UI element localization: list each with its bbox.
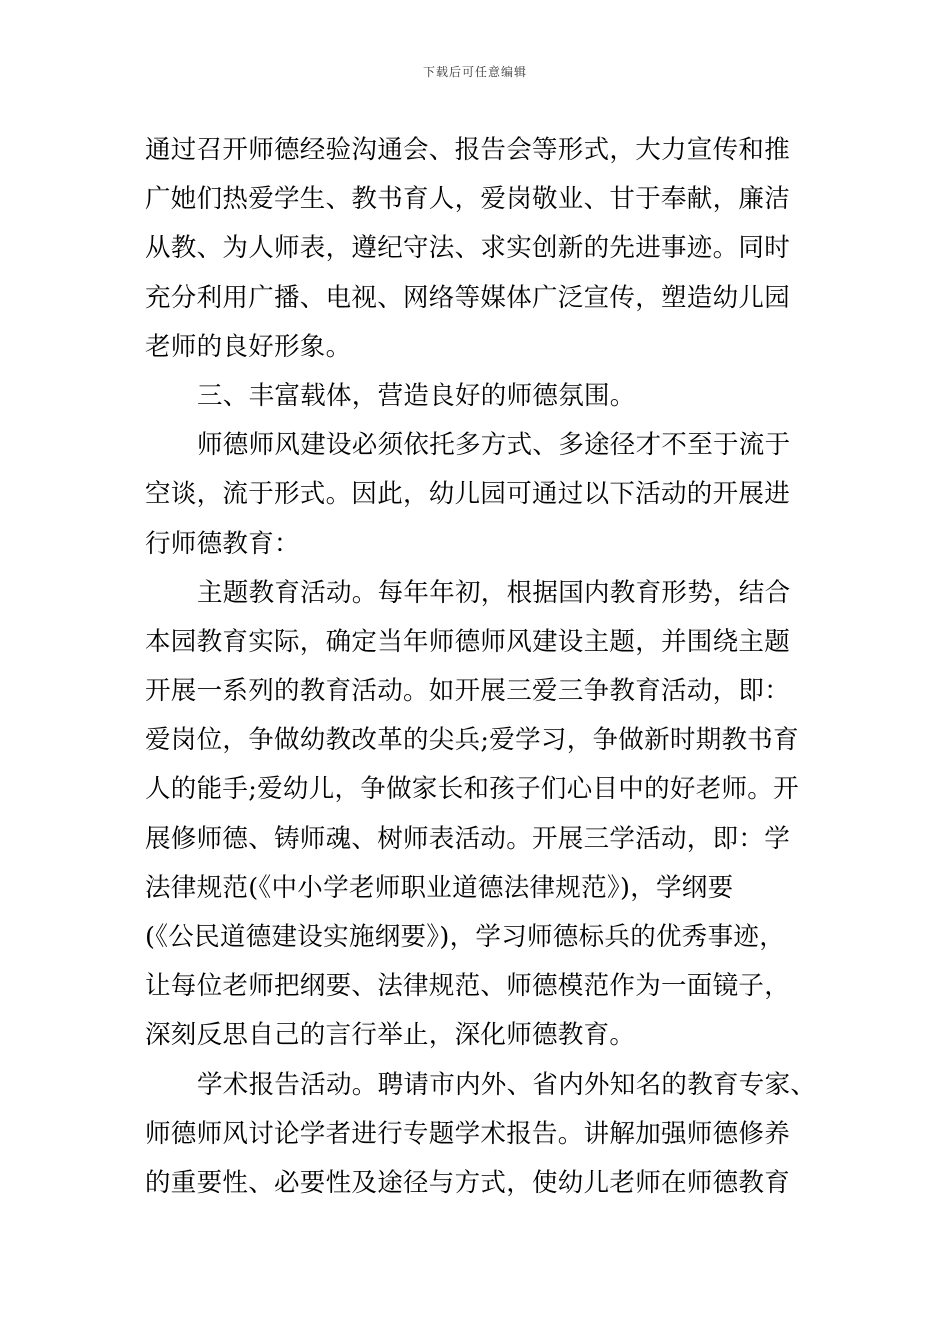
text-line: 师德师风建设必须依托多方式、多途径才不至于流于: [197, 430, 791, 461]
text-line: 爱岗位，争做幼教改革的尖兵;爱学习，争做新时期教书育: [145, 725, 799, 756]
text-line: 法律规范(《中小学老师职业道德法律规范》)，学纲要: [145, 872, 734, 903]
page-header: 下载后可任意编辑: [422, 65, 527, 79]
section-heading: [145, 372, 815, 421]
text-line: 本园教育实际，确定当年师德师风建设主题，并围绕主题: [145, 626, 791, 657]
text-line: 三、丰富载体，营造良好的师德氛围。: [197, 380, 636, 411]
text-line: 空谈，流于形式。因此，幼儿园可通过以下活动的开展进: [145, 479, 791, 510]
text-line: 深刻反思自己的言行举止，深化师德教育。: [145, 1020, 636, 1051]
text-line: 师德师风讨论学者进行专题学术报告。讲解加强师德修养: [145, 1118, 791, 1149]
text-line: 开展一系列的教育活动。如开展三爱三争教育活动，即：: [145, 676, 791, 707]
body-text: [145, 126, 815, 1208]
text-line: 人的能手;爱幼儿，争做家长和孩子们心目中的好老师。开: [145, 774, 799, 805]
text-line: 老师的良好形象。: [145, 331, 352, 362]
text-line: 通过召开师德经验沟通会、报告会等形式，大力宣传和推: [145, 135, 791, 165]
paragraph: [145, 1061, 815, 1209]
text-line: 充分利用广播、电视、网络等媒体广泛宣传，塑造幼儿园: [145, 282, 791, 313]
paragraph: [145, 126, 815, 372]
text-line: 让每位老师把纲要、法律规范、师德模范作为一面镜子，: [145, 971, 791, 1002]
paragraph: [145, 569, 815, 1061]
text-line: 广她们热爱学生、教书育人，爱岗敬业、甘于奉献，廉洁: [145, 184, 791, 215]
text-line: 主题教育活动。每年年初，根据国内教育形势，结合: [197, 577, 791, 608]
text-line: 从教、为人师表，遵纪守法、求实创新的先进事迹。同时: [145, 233, 791, 264]
text-line: (《公民道德建设实施纲要》)，学习师德标兵的优秀事迹，: [145, 922, 785, 952]
text-line: 学术报告活动。聘请市内外、省内外知名的教育专家、: [197, 1069, 817, 1100]
text-line: 展修师德、铸师魂、树师表活动。开展三学活动，即：学: [145, 823, 791, 854]
text-line: 行师德教育：: [145, 528, 300, 559]
text-line: 的重要性、必要性及途径与方式，使幼儿老师在师德教育: [145, 1167, 791, 1198]
paragraph: [145, 421, 815, 569]
